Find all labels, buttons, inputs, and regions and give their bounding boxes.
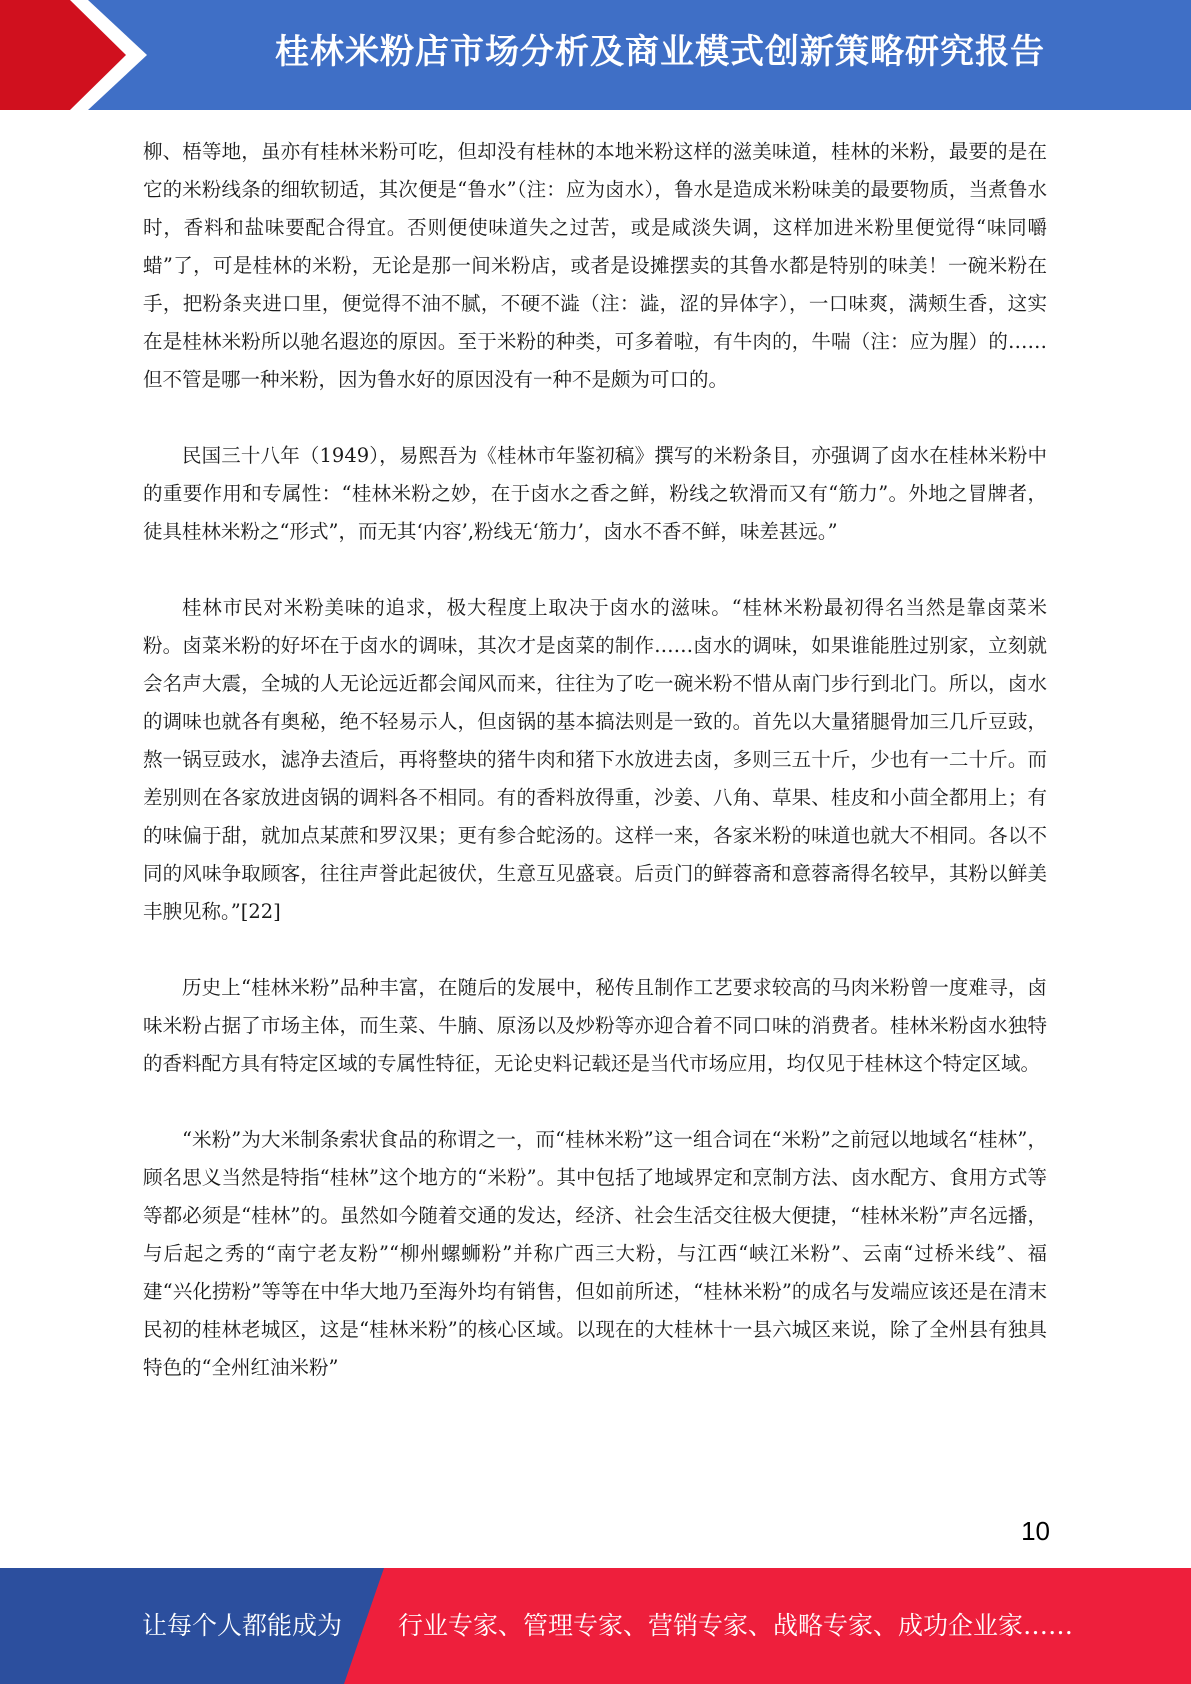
footer-slogan-left: 让每个人都能成为 (142, 1611, 343, 1640)
paragraph: 柳、梧等地，虽亦有桂林米粉可吃，但却没有桂林的本地米粉这样的滋美味道，桂林的米粉，最要的是在它的米粉线条的细软韧适，其次便是“鲁水”（注：应为卤水），鲁水是造成米粉味美的最要物质，当煮鲁水时，香料和盐味要配合得宜。否则便使味道失之过苦，或是咸淡失调，这样加进米粉里便觉得“味同嚼蜡”了，可是桂林的米粉，无论是那一间米粉店，或者是设摊摆卖的其鲁水都是特别的味美！一碗米粉在手，把粉条夹进口里，便觉得不油不腻，不硬不澁（注：澁，涩的异体字），一口味爽，满颊生香，这实在是桂林米粉所以驰名遐迩的原因。至于米粉的种类，可多着啦，有牛肉的，牛喘（注：应为腥）的……但不管是哪一种米粉，因为鲁水好的原因没有一种不是颇为可口的。 (143, 140, 1047, 391)
page-number: 10 (1021, 1516, 1050, 1546)
paragraph: 桂林市民对米粉美味的追求，极大程度上取决于卤水的滋味。“桂林米粉最初得名当然是靠卤菜米粉。卤菜米粉的好坏在于卤水的调味，其次才是卤菜的制作……卤水的调味，如果谁能胜过别家，立刻就会名声大震，全城的人无论远近都会闻风而来，往往为了吃一碗米粉不惜从南门步行到北门。所以，卤水的调味也就各有奥秘，绝不轻易示人，但卤锅的基本搞法则是一致的。首先以大量猪腿骨加三几斤豆豉，熬一锅豆豉水，滤净去渣后，再将整块的猪牛肉和猪下水放进去卤，多则三五十斤，少也有一二十斤。而差别则在各家放进卤锅的调料各不相同。有的香料放得重，沙姜、八角、草果、桂皮和小茴全都用上；有的味偏于甜，就加点某蔗和罗汉果；更有参合蛇汤的。这样一来，各家米粉的味道也就大不相同。各以不同的风味争取顾客，往往声誉此起彼伏，生意互见盛衰。后贡门的鲜蓉斋和意蓉斋得名较早，其粉以鲜美丰腴见称。”[22] (143, 596, 1047, 923)
page-footer (0, 1568, 1191, 1684)
document-title: 桂林米粉店市场分析及商业模式创新策略研究报告 (275, 32, 1045, 72)
paragraph: “米粉”为大米制条索状食品的称谓之一，而“桂林米粉”这一组合词在“米粉”之前冠以地域名“桂林”，顾名思义当然是特指“桂林”这个地方的“米粉”。其中包括了地域界定和烹制方法、卤水配方、食用方式等等都必须是“桂林”的。虽然如今随着交通的发达，经济、社会生活交往极大便捷，“桂林米粉”声名远播，与后起之秀的“南宁老友粉”“柳州螺蛳粉”并称广西三大粉，与江西“峡江米粉”、云南“过桥米线”、福建“兴化捞粉”等等在中华大地乃至海外均有销售，但如前所述，“桂林米粉”的成名与发端应该还是在清末民初的桂林老城区，这是“桂林米粉”的核心区域。以现在的大桂林十一县六城区来说，除了全州县有独具特色的“全州红油米粉” (143, 1128, 1047, 1379)
paragraph: 民国三十八年（1949），易熙吾为《桂林市年鉴初稿》撰写的米粉条目，亦强调了卤水在桂林米粉中的重要作用和专属性：“桂林米粉之妙，在于卤水之香之鲜，粉线之软滑而又有“筋力”。外地之冒牌者，徒具桂林米粉之“形式”，而无其‘内容’,粉线无‘筋力’，卤水不香不鲜，味差甚远。” (143, 444, 1047, 543)
header-chevron-icon (0, 0, 160, 110)
document-body (143, 133, 1047, 1387)
page-header (0, 0, 1191, 110)
paragraph: 历史上“桂林米粉”品种丰富，在随后的发展中，秘传且制作工艺要求较高的马肉米粉曾一度难寻，卤味米粉占据了市场主体，而生菜、牛腩、原汤以及炒粉等亦迎合着不同口味的消费者。桂林米粉卤水独特的香料配方具有特定区域的专属性特征，无论史料记载还是当代市场应用，均仅见于桂林这个特定区域。 (143, 976, 1047, 1075)
footer-slogan-right: 行业专家、管理专家、营销专家、战略专家、成功企业家…… (398, 1611, 1074, 1640)
